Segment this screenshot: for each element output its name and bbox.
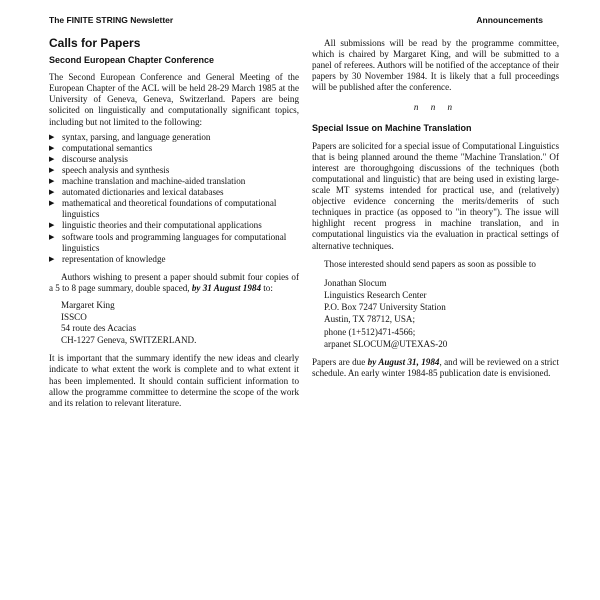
mt-address: [324, 277, 559, 350]
address-line: Linguistics Research Center: [324, 289, 427, 300]
intro-paragraph: The Second European Conference and General Meeting of the European Chapter of the ACL will be held 28-29 March 1985 at the University of Geneva, Geneva, Switzerland. Papers are being solicited on linguistically and computationally significant topics, including but not limited to the following:: [49, 72, 299, 127]
list-item: ▶ machine translation and machine-aided translation: [49, 176, 299, 187]
due-text-end: , and will be reviewed on a strict schedule. An early winter 1984-85 publication date is envisioned.: [312, 356, 559, 378]
submission-address: [61, 300, 299, 346]
due-deadline: by August 31, 1984: [367, 356, 440, 367]
address-line: P.O. Box 7247 University Station: [324, 302, 446, 313]
submission-text-end: to:: [261, 282, 273, 293]
subsection-title: Special Issue on Machine Translation: [312, 122, 472, 133]
section-title: Calls for Papers: [49, 36, 141, 50]
closing-paragraph: It is important that the summary identify the new ideas and clearly indicate to what extent the work is complete and to what extent it has been implemented. It should contain sufficient information to allow the programme committee to determine the scope of the work and its relation to relevant literature.: [49, 353, 299, 408]
address-line: phone (1+512)471-4566;: [324, 326, 416, 337]
address-line: ISSCO: [61, 311, 87, 322]
submission-text: Authors wishing to present a paper should submit four copies of a 5 to 8 page summary, double spaced,: [49, 271, 299, 293]
subsection-title: Second European Chapter Conference: [49, 55, 215, 66]
right-column: [312, 38, 559, 379]
running-header-right: Announcements: [476, 15, 543, 25]
address-line: Margaret King: [61, 299, 115, 310]
submission-paragraph: [49, 272, 299, 294]
list-item: ▶ automated dictionaries and lexical databases: [49, 187, 299, 198]
list-item: ▶ speech analysis and synthesis: [49, 165, 299, 176]
list-item: ▶ computational semantics: [49, 143, 299, 154]
address-line: 54 route des Acacias: [61, 323, 136, 334]
address-line: arpanet SLOCUM@UTEXAS-20: [324, 338, 448, 349]
address-line: Jonathan Slocum: [324, 277, 387, 288]
list-item: ▶ linguistic theories and their computational applications: [49, 220, 299, 231]
list-item: ▶ mathematical and theoretical foundations of computational linguistics: [49, 198, 299, 220]
topics-list: [49, 132, 299, 265]
reviewing-paragraph: All submissions will be read by the programme committee, which is chaired by Margaret King, and will be submitted to a panel of referees. Authors will be notified of the acceptance of their papers by 30 November 1984. It is likely that a full proceedings will be published after the conference.: [312, 38, 559, 93]
list-item: ▶ software tools and programming languages for computational linguistics: [49, 232, 299, 254]
running-header-left: The FINITE STRING Newsletter: [49, 15, 174, 25]
mt-paragraph: Papers are solicited for a special issue of Computational Linguistics that is being planned around the theme "Machine Translation." Of interest are thoroughgoing discussions of the techniques (both computational and linguistic) that are being used in existing large-scale MT systems intended for practical use, and (relatively) objective evidence concerning the merits/demerits of such techniques in practice (as opposed to "in theory"). The issue will highlight recent progress in machine translation, and in computational linguistics via the evaluation in practical settings of alternative techniques.: [312, 140, 559, 251]
due-text: Papers are due: [312, 356, 368, 367]
left-column: [49, 38, 299, 409]
list-item: ▶ representation of knowledge: [49, 254, 299, 265]
list-item: ▶ discourse analysis: [49, 154, 299, 165]
send-to-paragraph: Those interested should send papers as soon as possible to: [324, 258, 536, 269]
section-separator: n n n: [413, 102, 458, 113]
address-line: Austin, TX 78712, USA;: [324, 314, 416, 325]
due-paragraph: [312, 357, 559, 379]
list-item: ▶ syntax, parsing, and language generation: [49, 132, 299, 143]
submission-deadline: by 31 August 1984: [191, 282, 261, 293]
address-line: CH-1227 Geneva, SWITZERLAND.: [61, 334, 197, 345]
